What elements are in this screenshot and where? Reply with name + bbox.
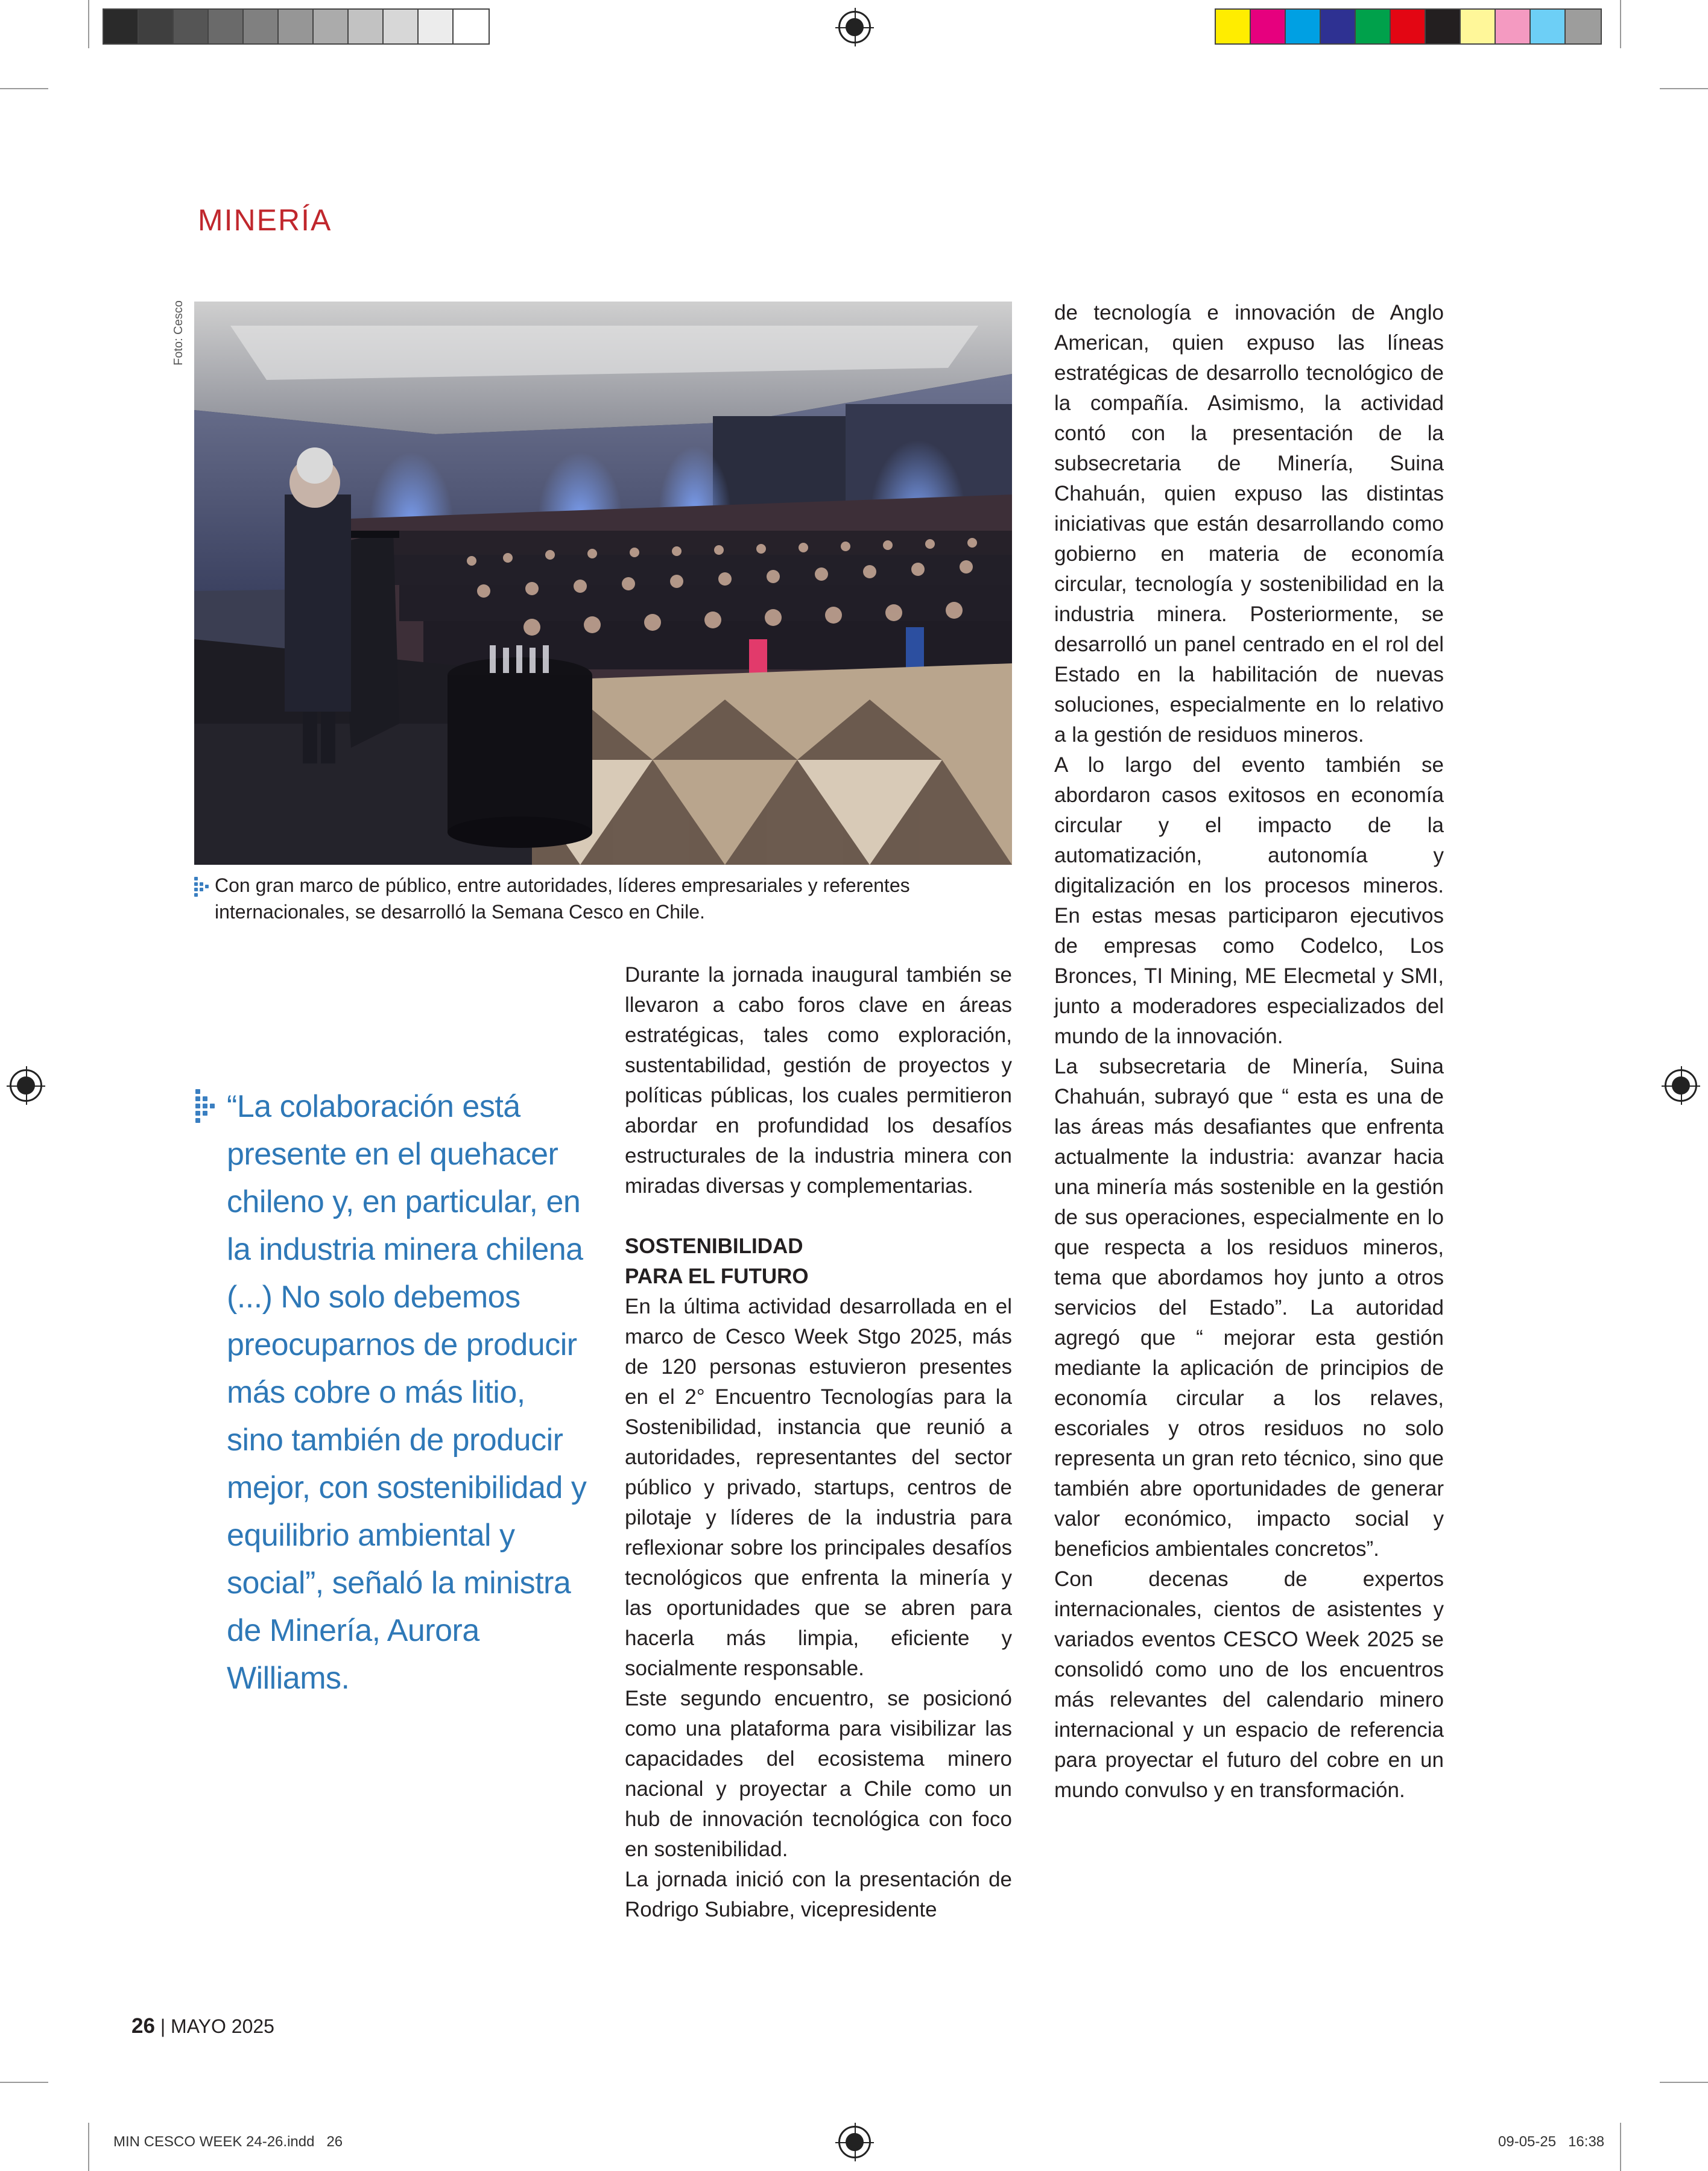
crop-mark: [88, 2123, 89, 2171]
swatch-9: [384, 10, 419, 43]
page-folio: [131, 2014, 274, 2038]
photo-caption: Con gran marco de público, entre autoridades, líderes empresariales y referentes internacionales, se desarrolló la Semana Cesco en Chile.: [215, 874, 910, 923]
crop-mark: [1620, 0, 1621, 48]
crop-mark: [0, 88, 48, 89]
paragraph: Durante la jornada inaugural también se llevaron a cabo foros clave en áreas estratégicas, tales como exploración, sustentabilidad, gestión de proyectos y políticas públicas, los cuales permitieron abordar en profundidad los desafíos estructurales de la industria minera con miradas diversas y complementarias.: [625, 963, 1012, 1198]
swatch-1: [104, 10, 139, 43]
subheading-line-2: PARA EL FUTURO: [625, 1265, 809, 1288]
subheading: [625, 1231, 1012, 1292]
swatch-11: [454, 10, 489, 43]
crop-mark: [1660, 88, 1708, 89]
swatch-8: [1461, 10, 1496, 43]
swatch-5: [1356, 10, 1391, 43]
section-label: MINERÍA: [198, 203, 332, 237]
conference-audience-image: [194, 302, 1012, 865]
swatch-2: [1251, 10, 1286, 43]
slug-filename: MIN CESCO WEEK 24-26.indd 26: [113, 2134, 343, 2150]
swatch-3: [1286, 10, 1321, 43]
slug-timestamp: 09-05-25 16:38: [1498, 2134, 1605, 2150]
article-column-3: [1054, 298, 1444, 1806]
crop-mark: [88, 0, 89, 48]
crop-mark: [1620, 2123, 1621, 2171]
paragraph: Este segundo encuentro, se posicionó como una plataforma para visibilizar las capacidades del ecosistema minero nacional y proyectar a Chile como un hub de innovación tecnológica con foco en sostenibilidad.: [625, 1687, 1012, 1861]
swatch-4: [1321, 10, 1356, 43]
page-number: 26: [131, 2014, 155, 2038]
registration-mark-bottom: [838, 2126, 871, 2158]
registration-mark-left: [10, 1069, 42, 1102]
swatch-7: [1426, 10, 1461, 43]
paragraph: de tecnología e innovación de Anglo American, quien expuso las líneas estratégicas de desarrollo tecnológico de la compañía. Asimismo, la actividad contó con la presentación de la subsecretaria de Minería, Suina Chahuán, quien expuso las distintas iniciativas que están desarrollando como gobierno en materia de economía circular, tecnología y sostenibilidad en la industria minera. Posteriormente, se desarrolló un panel centrado en el rol del Estado en la habilitación de nuevas soluciones, especialmente en lo relativo a la gestión de residuos mineros.: [1054, 301, 1444, 747]
event-photo: [194, 302, 1012, 865]
subheading-line-1: SOSTENIBILIDAD: [625, 1234, 803, 1258]
swatch-10: [1531, 10, 1566, 43]
swatch-7: [314, 10, 349, 43]
paragraph: A lo largo del evento también se abordaron casos exitosos en economía circular y el impacto de la automatización, autonomía y digitalización en los procesos mineros. En estas mesas participaron ejecutivos de empresas como Codelco, Los Bronces, TI Mining, ME Elecmetal y SMI, junto a moderadores especializados del mundo de la innovación.: [1054, 753, 1444, 1048]
swatch-9: [1496, 10, 1531, 43]
swatch-3: [174, 10, 209, 43]
paragraph: La jornada inició con la presentación de Rodrigo Subiabre, vicepresidente: [625, 1868, 1012, 1921]
quote-bullet-icon: [195, 1089, 216, 1123]
swatch-11: [1566, 10, 1601, 43]
pull-quote: “La colaboración está presente en el quehacer chileno y, en particular, en la industria minera chilena (...) No solo debemos preocuparnos de producir más cobre o más litio, sino también de producir mejor, con sostenibilidad y equilibrio ambiental y social”, señaló la ministra de Minería, Aurora Williams.: [227, 1089, 587, 1696]
swatch-6: [1391, 10, 1426, 43]
paragraph: En la última actividad desarrollada en el marco de Cesco Week Stgo 2025, más de 120 personas estuvieron presentes en el 2° Encuentro Tecnologías para la Sostenibilidad, instancia que reunió a autoridades, representantes del sector público y privado, startups, centros de pilotaje y líderes de la industria para reflexionar sobre los principales desafíos tecnológicos que enfrenta la minería y las oportunidades que se abren para hacerla más limpia, eficiente y socialmente responsable.: [625, 1295, 1012, 1680]
swatch-10: [419, 10, 454, 43]
paragraph: Con decenas de expertos internacionales, cientos de asistentes y variados eventos CESCO Week 2025 se consolidó como uno de los encuentros más relevantes del calendario minero internacional y un espacio de referencia para proyectar el futuro del cobre en un mundo convulso y en transformación.: [1054, 1567, 1444, 1802]
crop-mark: [0, 2082, 48, 2083]
swatch-2: [139, 10, 174, 43]
photo-credit: Foto: Cesco: [172, 300, 185, 365]
gray-calibration-bar: [103, 8, 490, 45]
caption-bullet-icon: [194, 877, 209, 901]
swatch-6: [279, 10, 314, 43]
registration-mark-right: [1665, 1069, 1697, 1102]
swatch-4: [209, 10, 244, 43]
crop-mark: [1660, 2082, 1708, 2083]
swatch-5: [244, 10, 279, 43]
color-calibration-bar: [1215, 8, 1602, 45]
issue-date: | MAYO 2025: [160, 2015, 274, 2037]
swatch-1: [1216, 10, 1251, 43]
paragraph: La subsecretaria de Minería, Suina Chahuán, subrayó que “ esta es una de las áreas más desafiantes que enfrenta actualmente la industria: avanzar hacia una minería más sostenible en la gestión de sus operaciones, especialmente en lo que respecta a los residuos mineros, tema que abordamos hoy junto a otros servicios del Estado”. La autoridad agregó que “ mejorar esta gestión mediante la aplicación de principios de economía circular a los relaves, escoriales y otros residuos no solo representa un gran reto técnico, sino que también abre oportunidades de generar valor económico, impacto social y beneficios ambientales concretos”.: [1054, 1055, 1444, 1561]
registration-mark-top: [838, 11, 871, 43]
article-column-2: [625, 960, 1012, 1925]
swatch-8: [349, 10, 384, 43]
